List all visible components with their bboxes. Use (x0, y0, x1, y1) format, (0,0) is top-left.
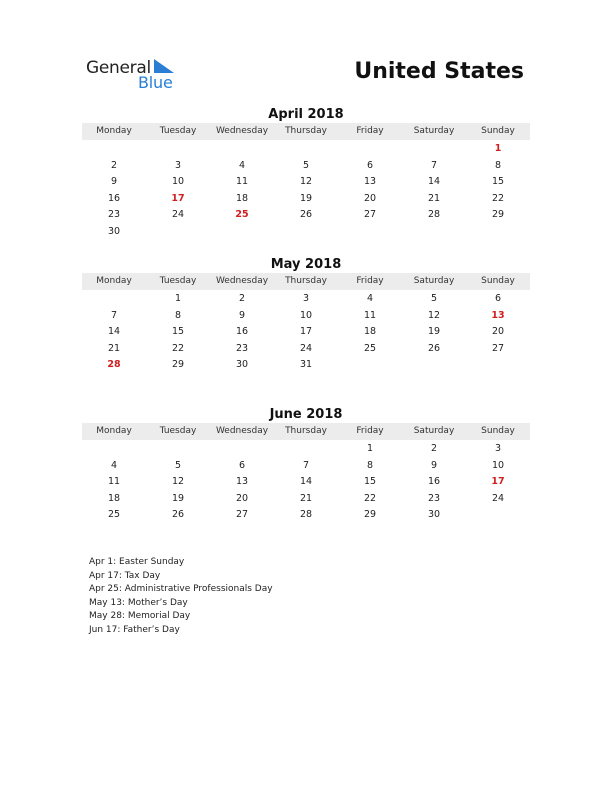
holiday-list (89, 556, 273, 637)
day-cell: 5 (430, 293, 438, 304)
day-cell-empty (82, 141, 146, 158)
weekday-label: Tuesday (159, 426, 197, 436)
weekday-label: Friday (356, 276, 384, 286)
day-cell: 31 (299, 359, 313, 371)
day-cell-holiday: 17 (171, 192, 185, 204)
weekday-header (82, 273, 530, 290)
day-cell: 19 (171, 492, 185, 504)
day-cell: 23 (107, 209, 121, 221)
day-cell: 26 (171, 509, 185, 521)
weekday-label: Thursday (285, 426, 327, 436)
weekday-label: Thursday (285, 126, 327, 136)
day-cell: 30 (107, 225, 121, 237)
day-cell: 11 (363, 309, 377, 321)
day-grid (82, 290, 530, 374)
day-cell: 26 (427, 342, 441, 354)
day-cell: 8 (174, 309, 182, 321)
day-cell: 8 (366, 459, 374, 471)
day-cell: 18 (363, 326, 377, 338)
day-cell: 16 (235, 326, 249, 338)
day-cell-empty (274, 141, 338, 158)
day-cell-holiday: 28 (107, 359, 121, 371)
day-cell: 16 (107, 192, 121, 204)
day-cell-empty (146, 141, 210, 158)
day-cell: 3 (494, 443, 502, 454)
day-cell: 10 (491, 459, 505, 471)
day-cell: 15 (491, 176, 505, 188)
day-cell: 22 (171, 342, 185, 354)
month-title: June 2018 (269, 407, 343, 422)
day-cell: 30 (235, 359, 249, 371)
weekday-label: Wednesday (215, 426, 269, 436)
weekday-label: Friday (356, 126, 384, 136)
day-cell: 24 (299, 342, 313, 354)
day-cell: 22 (363, 492, 377, 504)
day-cell-empty (146, 441, 210, 458)
day-cell: 27 (235, 509, 249, 521)
day-cell: 9 (110, 176, 118, 188)
weekday-header (82, 123, 530, 140)
day-cell: 2 (430, 443, 438, 454)
weekday-label: Monday (96, 126, 132, 136)
day-cell: 20 (363, 192, 377, 204)
day-cell: 7 (110, 309, 118, 321)
day-cell: 18 (235, 192, 249, 204)
day-cell: 21 (107, 342, 121, 354)
day-cell: 10 (171, 176, 185, 188)
holiday-item: Apr 1: Easter Sunday (89, 557, 185, 567)
day-cell: 4 (110, 459, 118, 471)
day-cell: 8 (494, 159, 502, 171)
logo-word-blue: Blue (138, 73, 173, 92)
day-cell: 23 (235, 342, 249, 354)
day-cell: 2 (110, 159, 118, 171)
day-cell: 27 (491, 342, 505, 354)
day-cell: 11 (107, 476, 121, 488)
day-cell: 1 (366, 443, 374, 454)
weekday-label: Sunday (481, 276, 515, 286)
holiday-item: May 13: Mother’s Day (89, 597, 188, 608)
holiday-item: May 28: Memorial Day (89, 611, 191, 621)
weekday-label: Wednesday (215, 126, 269, 136)
weekday-label: Saturday (413, 126, 455, 136)
holiday-item: Jun 17: Father’s Day (89, 624, 180, 635)
day-cell: 9 (238, 309, 246, 321)
day-cell: 6 (366, 159, 374, 171)
day-cell: 5 (174, 459, 182, 471)
day-cell: 25 (107, 509, 121, 521)
country-title: United States (354, 59, 524, 84)
weekday-label: Saturday (413, 276, 455, 286)
day-cell: 2 (238, 293, 246, 304)
day-cell-empty (82, 291, 146, 308)
holiday-item: Apr 17: Tax Day (89, 570, 161, 581)
month-title: April 2018 (268, 107, 344, 122)
day-cell: 20 (235, 492, 249, 504)
logo-word-general: General (86, 58, 151, 78)
day-cell: 27 (363, 209, 377, 221)
day-cell: 28 (427, 209, 441, 221)
day-cell: 13 (363, 176, 377, 188)
day-cell: 6 (238, 459, 246, 471)
day-cell: 4 (366, 293, 374, 304)
day-cell: 12 (299, 176, 313, 188)
weekday-label: Sunday (481, 126, 515, 136)
month-may (82, 256, 530, 374)
holiday-item: Apr 25: Administrative Professionals Day (89, 584, 273, 594)
day-cell: 23 (427, 492, 441, 504)
day-cell-empty (210, 441, 274, 458)
weekday-label: Thursday (285, 276, 327, 286)
month-june (82, 406, 530, 524)
day-cell: 15 (363, 476, 377, 488)
day-cell: 4 (238, 159, 246, 171)
day-cell: 9 (430, 459, 438, 471)
day-grid (82, 440, 530, 524)
day-cell: 22 (491, 192, 505, 204)
weekday-label: Sunday (481, 426, 515, 436)
day-cell: 1 (174, 293, 182, 304)
month-april (82, 106, 530, 241)
day-cell: 6 (494, 293, 502, 304)
day-cell: 13 (235, 476, 249, 488)
weekday-label: Monday (96, 426, 132, 436)
day-cell: 3 (174, 159, 182, 171)
day-cell: 5 (302, 159, 310, 171)
day-cell: 25 (363, 342, 377, 354)
day-cell: 15 (171, 326, 185, 338)
day-cell: 28 (299, 509, 313, 521)
weekday-label: Wednesday (215, 276, 269, 286)
day-cell: 7 (302, 459, 310, 471)
day-cell-empty (82, 441, 146, 458)
day-cell: 20 (491, 326, 505, 338)
day-cell: 29 (491, 209, 505, 221)
day-cell-empty (210, 141, 274, 158)
day-cell: 24 (171, 209, 185, 221)
day-grid (82, 140, 530, 241)
month-title: May 2018 (270, 257, 342, 272)
day-cell: 12 (171, 476, 185, 488)
day-cell: 7 (430, 159, 438, 171)
day-cell: 26 (299, 209, 313, 221)
day-cell: 18 (107, 492, 121, 504)
logo (86, 55, 196, 95)
day-cell: 29 (363, 509, 377, 521)
day-cell-empty (402, 141, 466, 158)
day-cell: 14 (107, 326, 121, 338)
day-cell: 14 (299, 476, 313, 488)
day-cell: 16 (427, 476, 441, 488)
day-cell: 30 (427, 509, 441, 521)
weekday-label: Friday (356, 426, 384, 436)
weekday-label: Saturday (413, 426, 455, 436)
day-cell: 11 (235, 176, 249, 188)
weekday-label: Tuesday (159, 126, 197, 136)
day-cell-empty (274, 441, 338, 458)
day-cell-holiday: 1 (494, 143, 502, 154)
weekday-label: Tuesday (159, 276, 197, 286)
day-cell: 21 (427, 192, 441, 204)
day-cell: 12 (427, 309, 441, 321)
day-cell: 19 (427, 326, 441, 338)
day-cell: 10 (299, 309, 313, 321)
day-cell: 17 (299, 326, 313, 338)
day-cell: 21 (299, 492, 313, 504)
day-cell-holiday: 13 (491, 309, 505, 321)
weekday-label: Monday (96, 276, 132, 286)
day-cell: 3 (302, 293, 310, 304)
day-cell: 29 (171, 359, 185, 371)
day-cell-holiday: 25 (235, 209, 249, 221)
day-cell: 19 (299, 192, 313, 204)
weekday-header (82, 423, 530, 440)
day-cell: 24 (491, 492, 505, 504)
day-cell: 14 (427, 176, 441, 188)
day-cell-empty (338, 141, 402, 158)
day-cell-holiday: 17 (491, 476, 505, 488)
